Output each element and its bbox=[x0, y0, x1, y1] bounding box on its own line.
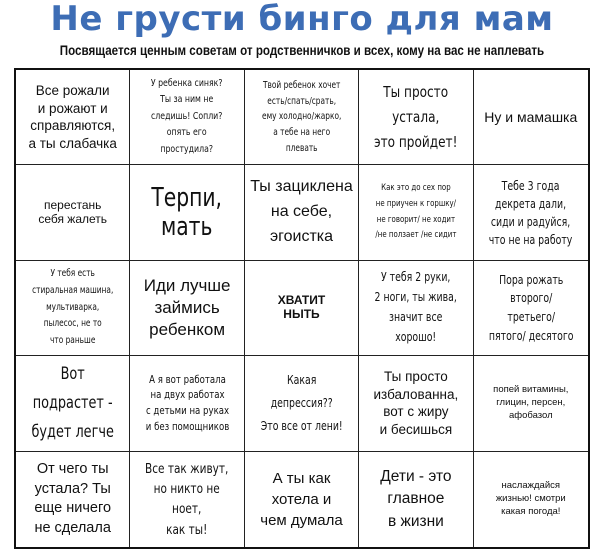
bingo-cell-text: ХВАТИТ НЫТЬ bbox=[277, 293, 326, 321]
bingo-cell-text: Терпи, мать bbox=[151, 183, 223, 242]
bingo-cell[interactable] bbox=[245, 452, 359, 547]
bingo-cell[interactable] bbox=[474, 261, 588, 356]
bingo-cell-text: От чего ты устала? Ты еще ничего не сделала bbox=[34, 461, 112, 536]
bingo-cell[interactable] bbox=[359, 165, 473, 260]
bingo-cell-text: Тебе 3 года декрета дали, сиди и радуйся, что не на работу bbox=[489, 178, 573, 247]
bingo-cell-text: Все так живут, но никто не ноет, как ты! bbox=[145, 460, 229, 538]
bingo-cell-text: Пора рожать второго/ третьего/ пятого/ десятого bbox=[488, 272, 574, 343]
bingo-cell-text: У тебя есть стиральная машина, мультиварка, пылесос, не то что раньше bbox=[32, 268, 114, 346]
bingo-cell-text: Какая депрессия?? Это все от лени! bbox=[260, 373, 343, 433]
bingo-cell[interactable] bbox=[474, 452, 588, 547]
bingo-cell-text: А я вот работала на двух работах с детьми на руках и без помощников bbox=[145, 372, 229, 434]
bingo-cell-text: Как это до сех пор не приучен к горшку/ не говорит/ не ходит /не ползает /не сидит bbox=[375, 183, 457, 241]
bingo-cell-text: Дети - это главное в жизни bbox=[380, 467, 452, 530]
bingo-cell-text: Все рожали и рожают и справляются, а ты слабачка bbox=[28, 83, 117, 151]
bingo-cell-text: Иди лучше займись ребенком bbox=[143, 275, 231, 340]
bingo-cell[interactable] bbox=[245, 261, 359, 356]
bingo-cell-text: Ты зациклена на себе, эгоистка bbox=[250, 178, 353, 245]
bingo-cell[interactable] bbox=[359, 356, 473, 451]
bingo-cell-text: У тебя 2 руки, 2 ноги, ты жива, значит все хорошо! bbox=[374, 270, 458, 344]
bingo-cell[interactable] bbox=[16, 261, 130, 356]
bingo-cell[interactable] bbox=[16, 356, 130, 451]
bingo-cell[interactable] bbox=[359, 70, 473, 165]
bingo-cell[interactable] bbox=[16, 70, 130, 165]
bingo-cell[interactable] bbox=[245, 165, 359, 260]
bingo-cell-text: наслаждайся жизнью! смотри какая погода! bbox=[495, 480, 566, 517]
bingo-cell-text: Ты просто устала, это пройдет! bbox=[374, 83, 458, 151]
bingo-cell[interactable] bbox=[16, 452, 130, 547]
bingo-grid bbox=[14, 68, 590, 549]
bingo-cell-text: Твой ребенок хочет есть/спать/срать, ему холодно/жарко, а тебе на него плевать bbox=[261, 80, 342, 154]
bingo-cell-text: перестань себя жалеть bbox=[38, 197, 108, 226]
page-subtitle: Посвящается ценным советам от родственничков и всех, кому на вас не наплевать bbox=[59, 43, 545, 58]
bingo-cell[interactable] bbox=[130, 70, 244, 165]
bingo-cell[interactable] bbox=[130, 356, 244, 451]
bingo-cell[interactable] bbox=[359, 261, 473, 356]
bingo-cell[interactable] bbox=[474, 165, 588, 260]
bingo-cell-text: Вот подрастет - будет легче bbox=[31, 364, 114, 441]
bingo-cell-text: А ты как хотела и чем думала bbox=[260, 469, 343, 529]
bingo-cell-text: Ты просто избалованна, вот с жиру и бесишься bbox=[373, 369, 459, 437]
bingo-cell[interactable] bbox=[130, 452, 244, 547]
bingo-cell[interactable] bbox=[359, 452, 473, 547]
bingo-cell[interactable] bbox=[130, 261, 244, 356]
bingo-cell[interactable] bbox=[474, 70, 588, 165]
bingo-cell-text: Ну и мамашка bbox=[484, 108, 578, 125]
bingo-cell[interactable] bbox=[245, 70, 359, 165]
bingo-cell[interactable] bbox=[130, 165, 244, 260]
bingo-cell[interactable] bbox=[474, 356, 588, 451]
bingo-cell[interactable] bbox=[245, 356, 359, 451]
bingo-cell[interactable] bbox=[16, 165, 130, 260]
bingo-cell-text: У ребенка синяк? Ты за ним не следишь! Сопли? опять его простудила? bbox=[151, 77, 223, 155]
page-title: Не грусти бинго для мам bbox=[50, 0, 554, 39]
bingo-cell-text: попей витамины, глицин, персен, афобазол bbox=[493, 384, 569, 421]
